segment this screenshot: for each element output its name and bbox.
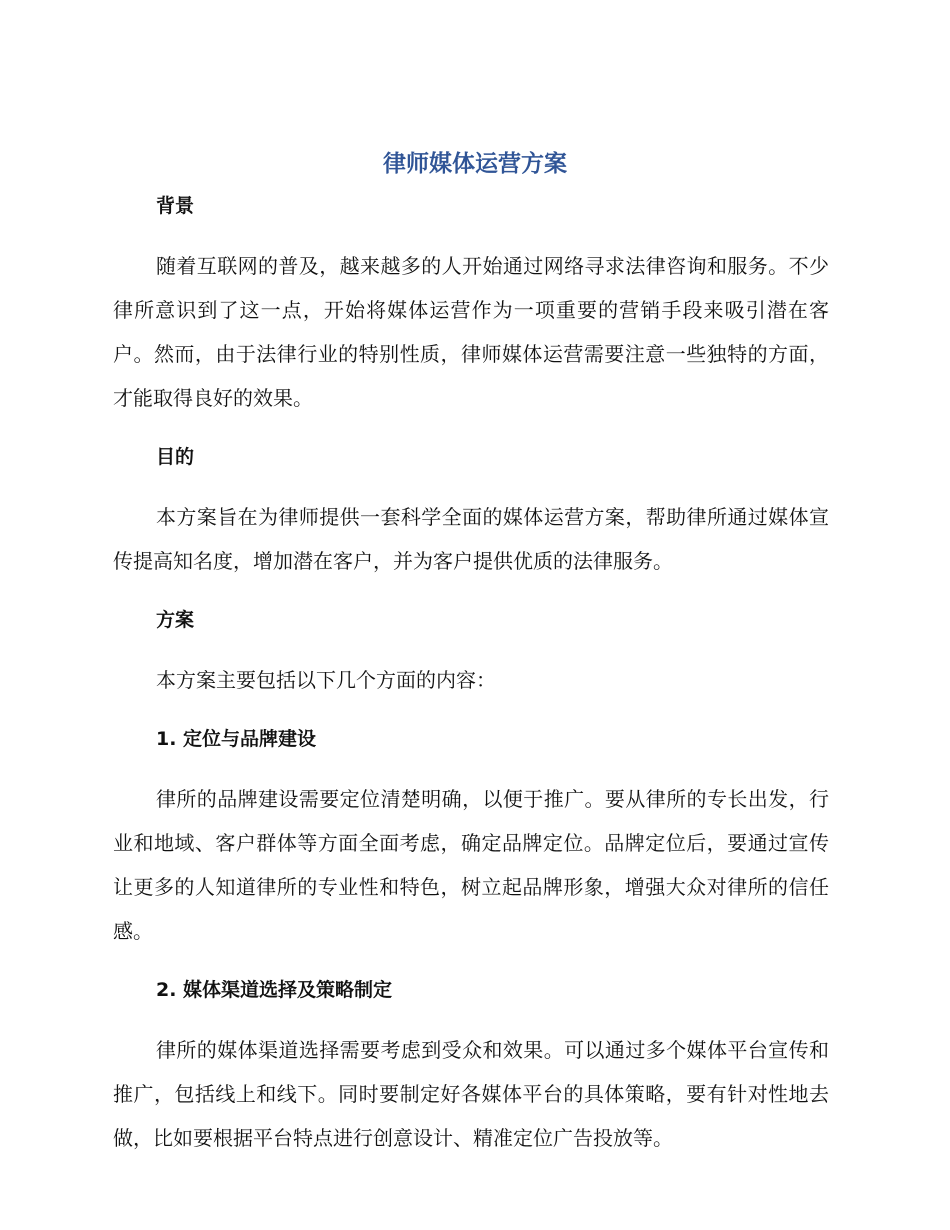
section-body-background: 随着互联网的普及，越来越多的人开始通过网络寻求法律咨询和服务。不少律所意识到了这一点，开始将媒体运营作为一项重要的营销手段来吸引潜在客户。然而，由于法律行业的特别性质，律师媒体运营需要注意一些独特的方面，才能取得良好的效果。: [113, 254, 829, 410]
section-heading-purpose: 目的: [156, 446, 195, 468]
section-body-channels: 律所的媒体渠道选择需要考虑到受众和效果。可以通过多个媒体平台宣传和推广，包括线上和线下。同时要制定好各媒体平台的具体策略，要有针对性地去做，比如要根据平台特点进行创意设计、精准定位广告投放等。: [113, 1038, 829, 1150]
section-purpose: [113, 440, 829, 603]
section-background: [113, 189, 829, 440]
document-body: [113, 189, 829, 1160]
section-heading-background: 背景: [156, 195, 195, 217]
section-positioning: [113, 722, 829, 973]
section-channels: [113, 973, 829, 1160]
section-body-purpose: 本方案旨在为律师提供一套科学全面的媒体运营方案，帮助律所通过媒体宣传提高知名度，增加潜在客户，并为客户提供优质的法律服务。: [113, 505, 829, 573]
section-body-positioning: 律所的品牌建设需要定位清楚明确，以便于推广。要从律所的专长出发，行业和地域、客户群体等方面全面考虑，确定品牌定位。品牌定位后，要通过宣传让更多的人知道律所的专业性和特色，树立起品牌形象，增强大众对律所的信任感。: [113, 787, 829, 943]
section-body-plan: 本方案主要包括以下几个方面的内容：: [156, 668, 496, 692]
section-heading-channels: 2. 媒体渠道选择及策略制定: [156, 979, 393, 1001]
document-title: 律师媒体运营方案: [383, 151, 567, 177]
section-heading-positioning: 1. 定位与品牌建设: [156, 728, 317, 750]
section-plan: [113, 603, 829, 722]
section-heading-plan: 方案: [156, 609, 195, 631]
